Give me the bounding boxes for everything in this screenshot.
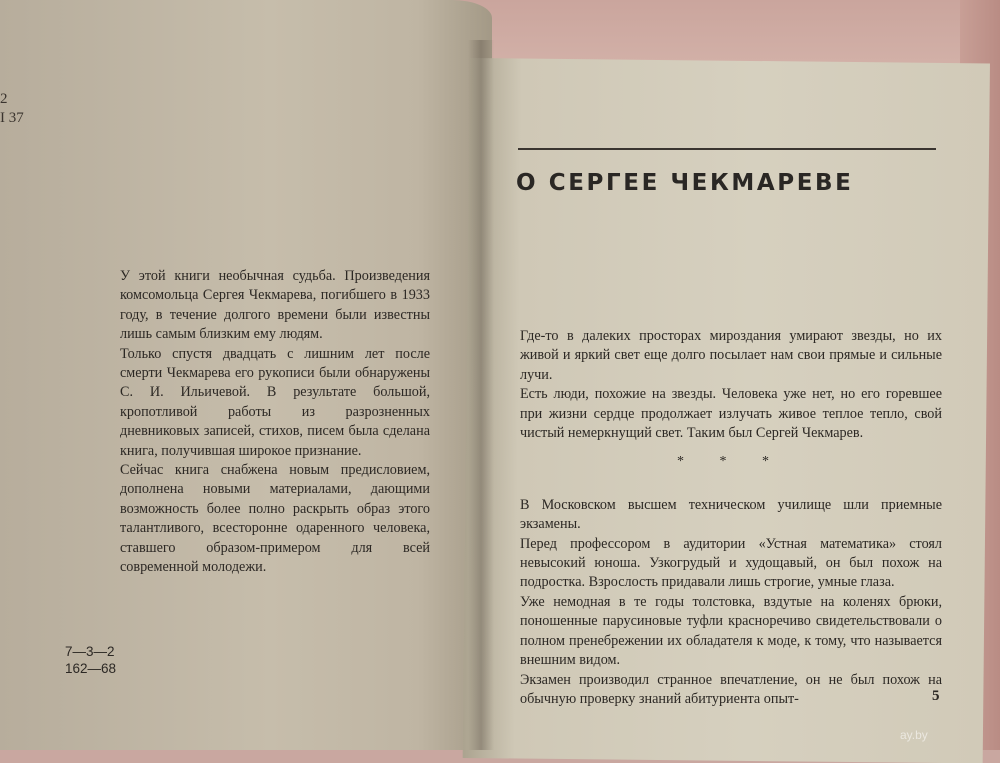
intro-paragraph-1: Где-то в далеких просторах мироздания умирают звезды, но их живой и яркий свет еще долго посылает нам свои прямые и сильные лучи. bbox=[520, 328, 942, 383]
code-line-2: I 37 bbox=[0, 110, 24, 126]
intro-paragraph-2: Есть люди, похожие на звезды. Человека уже нет, но его горевшее при жизни сердце продолжает излучать живое теплое тепло, свой чистый немеркнущий свет. Таким был Сергей Чекмарев. bbox=[520, 386, 942, 442]
footer-code-2: 162—68 bbox=[65, 661, 117, 676]
chapter-text bbox=[520, 327, 942, 709]
book-gutter bbox=[468, 40, 494, 750]
annotation-paragraph-3: Сейчас книга снабжена новым предисловием, дополнена новыми материалами, дающими возможность более полно раскрыть образ этого талантливого, всесторонне одаренного человека, ставшего образом-примером для всей современной молодежи. bbox=[120, 462, 430, 576]
body-paragraph-3: Уже немодная в те годы толстовка, вздутые на коленях брюки, поношенные парусиновые туфли красноречиво свидетельствовали о полном пренебрежении их обладателя к моде, к тому, что называется внешним видом. bbox=[520, 593, 942, 669]
page-number: 5 bbox=[932, 688, 940, 704]
body-paragraph-2: Перед профессором в аудитории «Устная математика» стоял невысокий юноша. Узкогрудый и худощавый, он был похож на подростка. Взрослость придавали лишь строгие, умные глаза. bbox=[520, 535, 942, 591]
annotation-paragraph-2: Только спустя двадцать с лишним лет после смерти Чекмарева его рукописи были обнаружены С. И. Ильичевой. В результате большой, кропотливой работы из разрозненных дневниковых записей, стихов, писем была сделана книга, получившая широкое признание. bbox=[120, 345, 430, 459]
body-paragraph-1: В Московском высшем техническом училище шли приемные экзамены. bbox=[520, 496, 942, 533]
annotation-paragraph-1: У этой книги необычная судьба. Произведения комсомольца Сергея Чекмарева, погибшего в 1933 году, в течение долгого времени были известны лишь самым близким ему людям. bbox=[120, 268, 430, 343]
body-paragraph-4: Экзамен производил странное впечатление, он не был похож на обычную проверку знаний абитуриента опыт- bbox=[520, 671, 942, 707]
chapter-title: О СЕРГЕЕ ЧЕКМАРЕВЕ bbox=[516, 170, 854, 196]
section-separator: * * * bbox=[677, 454, 785, 470]
spacer bbox=[520, 484, 942, 496]
watermark: ay.by bbox=[900, 728, 928, 742]
publication-codes bbox=[65, 643, 116, 677]
code-line-1: 2 bbox=[0, 91, 8, 107]
footer-code-1: 7—3—2 bbox=[65, 644, 115, 659]
annotation-text bbox=[120, 267, 430, 578]
title-rule bbox=[518, 148, 936, 150]
left-page-codes bbox=[0, 90, 24, 128]
